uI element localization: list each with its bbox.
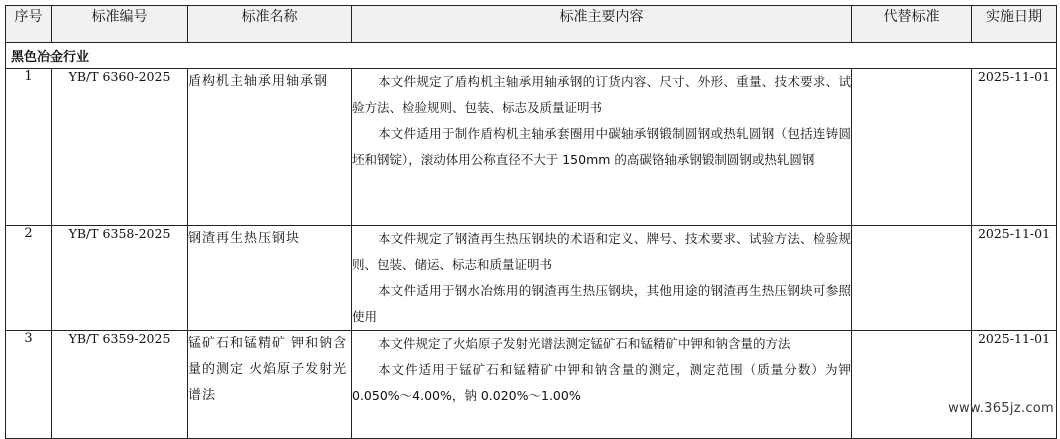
header-content: 标准主要内容 (352, 6, 852, 43)
effective-date: 2025-11-01 (972, 331, 1057, 439)
row-number: 3 (6, 331, 52, 439)
content-paragraph: 本文件规定了钢渣再生热压钢块的术语和定义、牌号、技术要求、试验方法、检验规则、包装、储运、标志和质量证明书 (352, 231, 851, 272)
table-row (6, 331, 1057, 439)
table-row (6, 69, 1057, 226)
header-replaced: 代替标准 (852, 6, 972, 43)
header-date: 实施日期 (972, 6, 1057, 43)
table-row (6, 226, 1057, 331)
category-row (6, 43, 1057, 69)
replaced-standard (852, 226, 972, 331)
header-name: 标准名称 (188, 6, 352, 43)
site-watermark: www.365jz.com (948, 401, 1054, 416)
header-row (6, 6, 1057, 43)
standard-code: YB/T 6359-2025 (52, 331, 188, 439)
replaced-standard (852, 69, 972, 226)
standards-table (5, 5, 1057, 439)
row-number: 2 (6, 226, 52, 331)
standard-name: 盾构机主轴承用轴承钢 (188, 69, 352, 226)
standard-code: YB/T 6358-2025 (52, 226, 188, 331)
content-paragraph: 本文件适用于制作盾构机主轴承套圈用中碳轴承钢锻制圆钢或热轧圆钢（包括连铸圆坯和钢锭），滚动体用公称直径不大于 150mm 的高碳铬轴承钢锻制圆钢或热轧圆钢 (352, 126, 851, 167)
header-code: 标准编号 (52, 6, 188, 43)
content-paragraph: 本文件规定了火焰原子发射光谱法测定锰矿石和锰精矿中钾和钠含量的方法 (378, 336, 791, 351)
effective-date: 2025-11-01 (972, 226, 1057, 331)
category-label: 黑色冶金行业 (6, 43, 1057, 69)
content-paragraph: 本文件适用于钢水冶炼用的钢渣再生热压钢块，其他用途的钢渣再生热压钢块可参照使用 (352, 283, 851, 324)
standard-content (352, 331, 852, 439)
standard-code: YB/T 6360-2025 (52, 69, 188, 226)
standard-content (352, 226, 852, 331)
standard-name: 锰矿石和锰精矿 钾和钠含量的测定 火焰原子发射光谱法 (188, 331, 352, 439)
effective-date: 2025-11-01 (972, 69, 1057, 226)
standard-name: 钢渣再生热压钢块 (188, 226, 352, 331)
content-paragraph: 本文件适用于锰矿石和锰精矿中钾和钠含量的测定，测定范围（质量分数）为钾 0.050%～4.00%，钠 0.020%～1.00% (352, 362, 851, 403)
content-paragraph: 本文件规定了盾构机主轴承用轴承钢的订货内容、尺寸、外形、重量、技术要求、试验方法、检验规则、包装、标志及质量证明书 (352, 74, 851, 115)
standard-content (352, 69, 852, 226)
row-number: 1 (6, 69, 52, 226)
header-no: 序号 (6, 6, 52, 43)
replaced-standard (852, 331, 972, 439)
